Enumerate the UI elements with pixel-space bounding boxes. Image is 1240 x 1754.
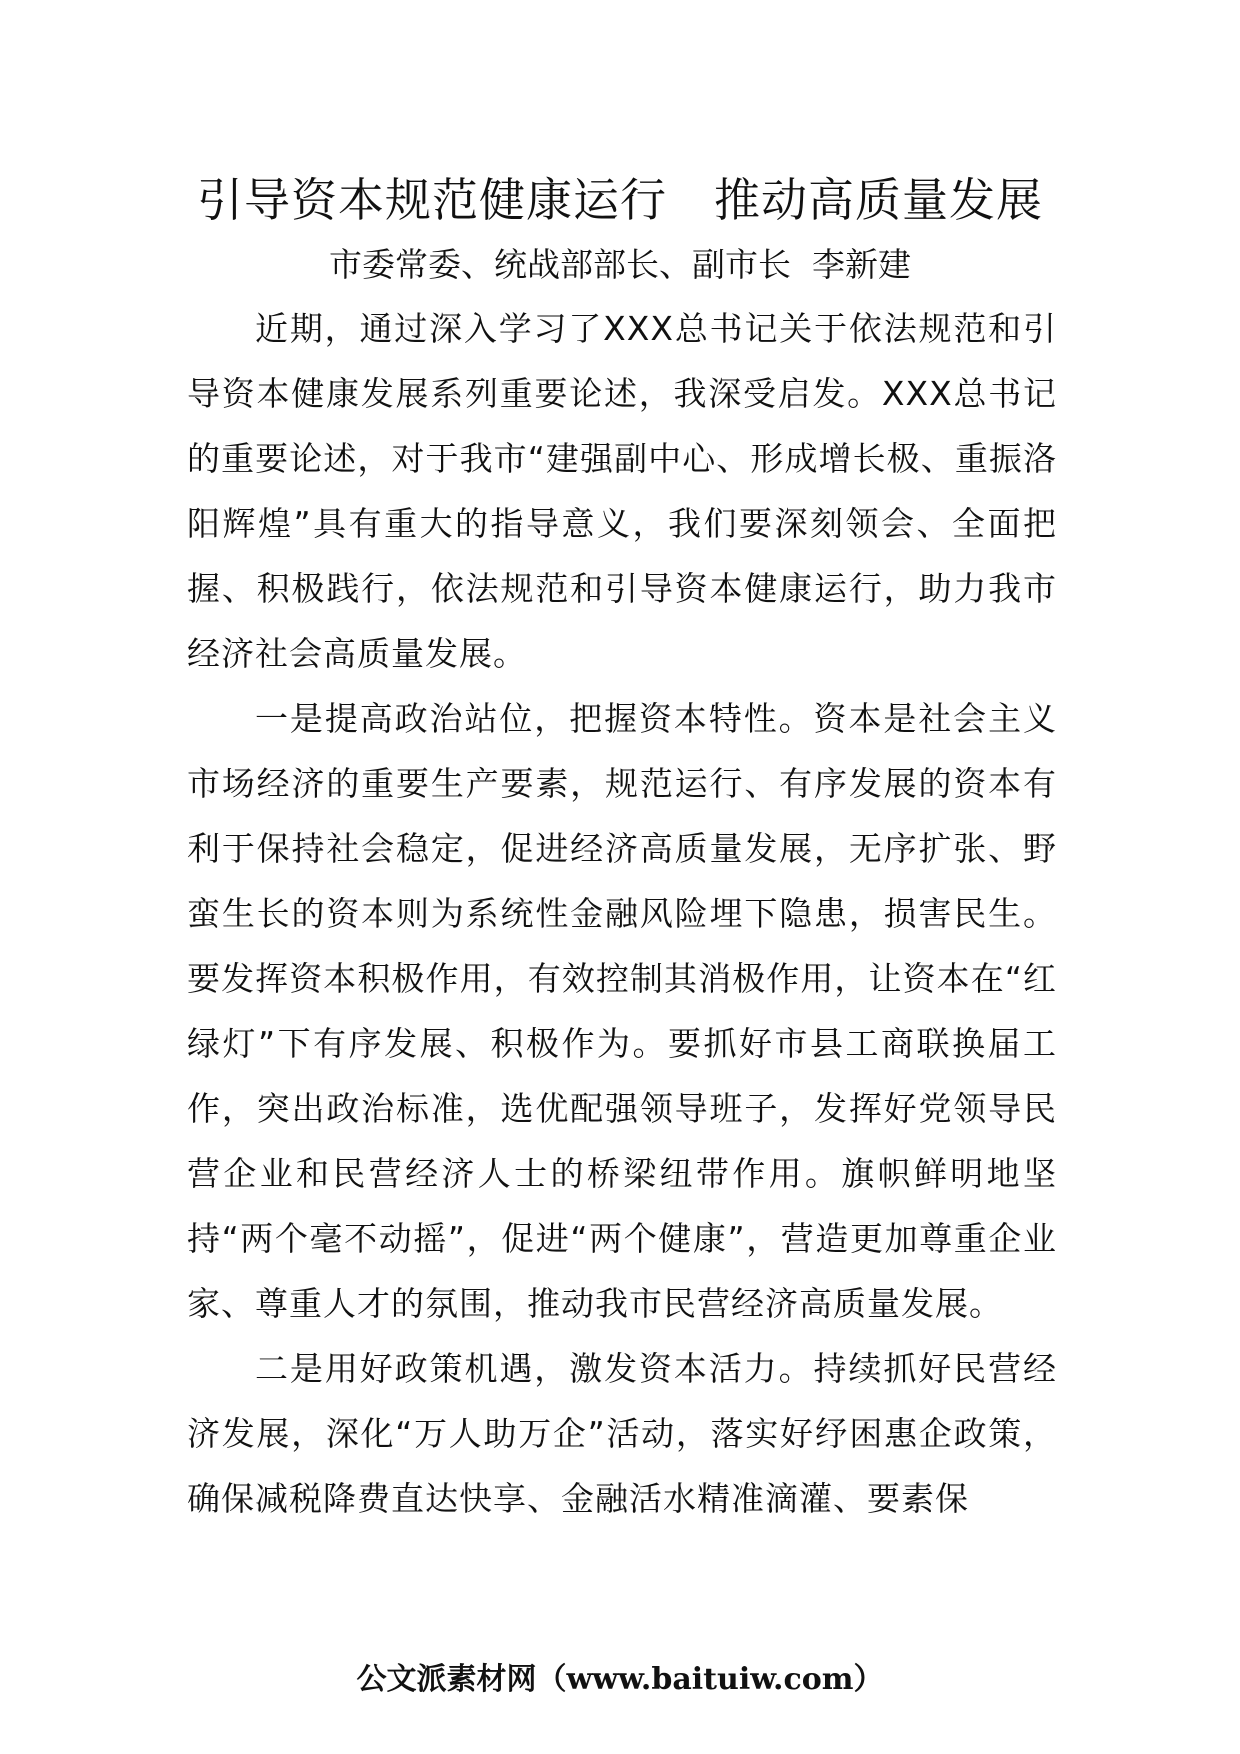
footer-source: 公文派素材网（www.baituiw.com） xyxy=(356,1662,884,1697)
paragraph-intro: 近期，通过深入学习了XXX总书记关于依法规范和引导资本健康发展系列重要论述，我深受启发。XXX总书记的重要论述，对于我市“建强副中心、形成增长极、重振洛阳辉煌”具有重大的指导意义，我们要深刻领会、全面把握、积极践行，依法规范和引导资本健康运行，助力我市经济社会高质量发展。 xyxy=(187,309,1057,673)
document-body xyxy=(187,296,1057,1531)
paragraph-point-one: 一是提高政治站位，把握资本特性。资本是社会主义市场经济的重要生产要素，规范运行、有序发展的资本有利于保持社会稳定，促进经济高质量发展，无序扩张、野蛮生长的资本则为系统性金融风险埋下隐患，损害民生。要发挥资本积极作用，有效控制其消极作用，让资本在“红绿灯”下有序发展、积极作为。要抓好市县工商联换届工作，突出政治标准，选优配强领导班子，发挥好党领导民营企业和民营经济人士的桥梁纽带作用。旗帜鲜明地坚持“两个毫不动摇”，促进“两个健康”，营造更加尊重企业家、尊重人才的氛围，推动我市民营经济高质量发展。 xyxy=(187,699,1057,1323)
document-title: 引导资本规范健康运行 推动高质量发展 xyxy=(197,173,1043,227)
author-line: 市委常委、统战部部长、副市长 李新建 xyxy=(329,245,911,284)
paragraph-point-two: 二是用好政策机遇，激发资本活力。持续抓好民营经济发展，深化“万人助万企”活动，落实好纾困惠企政策，确保减税降费直达快享、金融活水精准滴灌、要素保 xyxy=(187,1349,1057,1518)
